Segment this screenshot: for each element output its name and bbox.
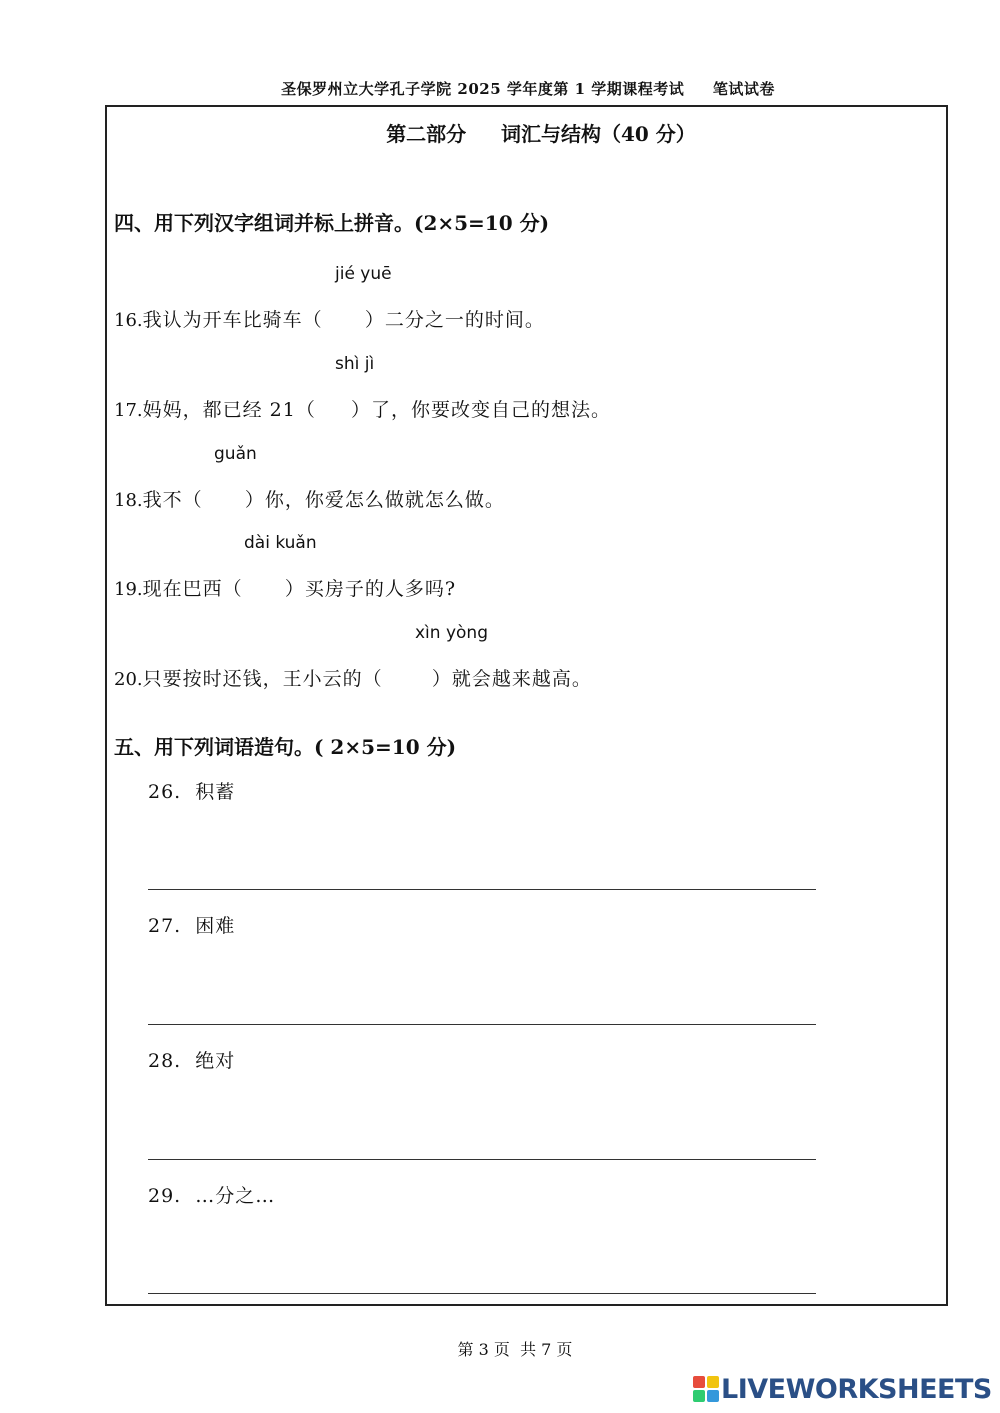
q17-number: 17. bbox=[114, 400, 143, 421]
q16-text: 我认为开车比骑车（ ）二分之一的时间。 bbox=[142, 309, 545, 331]
logo-blocks-icon bbox=[693, 1376, 719, 1402]
q29-word: 29. …分之… bbox=[148, 1185, 276, 1207]
q26-word: 26. 积蓄 bbox=[148, 781, 236, 803]
q19-sentence bbox=[114, 574, 456, 601]
q19-pinyin: dài kuǎn bbox=[244, 533, 317, 553]
logo-block-green bbox=[693, 1390, 705, 1402]
q28-answer-line[interactable] bbox=[148, 1159, 816, 1160]
q29-answer-line[interactable] bbox=[148, 1293, 816, 1294]
section-title: 第二部分 词汇与结构（40 分） bbox=[386, 122, 696, 146]
q18-sentence bbox=[114, 485, 505, 512]
q17-text: 妈妈，都已经 21（ ）了，你要改变自己的想法。 bbox=[142, 399, 612, 421]
q16-pinyin: jié yuē bbox=[335, 264, 392, 284]
q19-number: 19. bbox=[114, 579, 143, 600]
q28-word: 28. 绝对 bbox=[148, 1050, 236, 1072]
q17-sentence bbox=[114, 395, 611, 422]
logo-text: LIVEWORKSHEETS bbox=[721, 1373, 992, 1405]
q27-word: 27. 困难 bbox=[148, 915, 236, 937]
q20-sentence bbox=[114, 664, 592, 691]
q20-pinyin: xìn yòng bbox=[415, 623, 488, 643]
part4-heading: 四、用下列汉字组词并标上拼音。(2×5=10 分) bbox=[114, 211, 550, 235]
q17-pinyin: shì jì bbox=[335, 354, 375, 374]
q18-pinyin: guǎn bbox=[214, 444, 257, 464]
exam-header: 圣保罗州立大学孔子学院 2025 学年度第 1 学期课程考试 笔试试卷 bbox=[281, 80, 775, 98]
logo-block-blue bbox=[707, 1390, 719, 1402]
content-frame bbox=[105, 105, 948, 1306]
logo-block-yellow bbox=[707, 1376, 719, 1388]
q20-text: 只要按时还钱，王小云的（ ）就会越来越高。 bbox=[142, 668, 592, 690]
liveworksheets-logo[interactable] bbox=[693, 1374, 992, 1404]
q18-text: 我不（ ）你，你爱怎么做就怎么做。 bbox=[142, 489, 505, 511]
q16-number: 16. bbox=[114, 310, 143, 331]
page-number: 第 3 页 共 7 页 bbox=[457, 1340, 573, 1359]
logo-block-red bbox=[693, 1376, 705, 1388]
q20-number: 20. bbox=[114, 669, 143, 690]
q26-answer-line[interactable] bbox=[148, 889, 816, 890]
q16-sentence bbox=[114, 305, 545, 332]
q18-number: 18. bbox=[114, 490, 143, 511]
q19-text: 现在巴西（ ）买房子的人多吗? bbox=[142, 578, 457, 600]
q27-answer-line[interactable] bbox=[148, 1024, 816, 1025]
part5-heading: 五、用下列词语造句。( 2×5=10 分) bbox=[114, 735, 457, 759]
